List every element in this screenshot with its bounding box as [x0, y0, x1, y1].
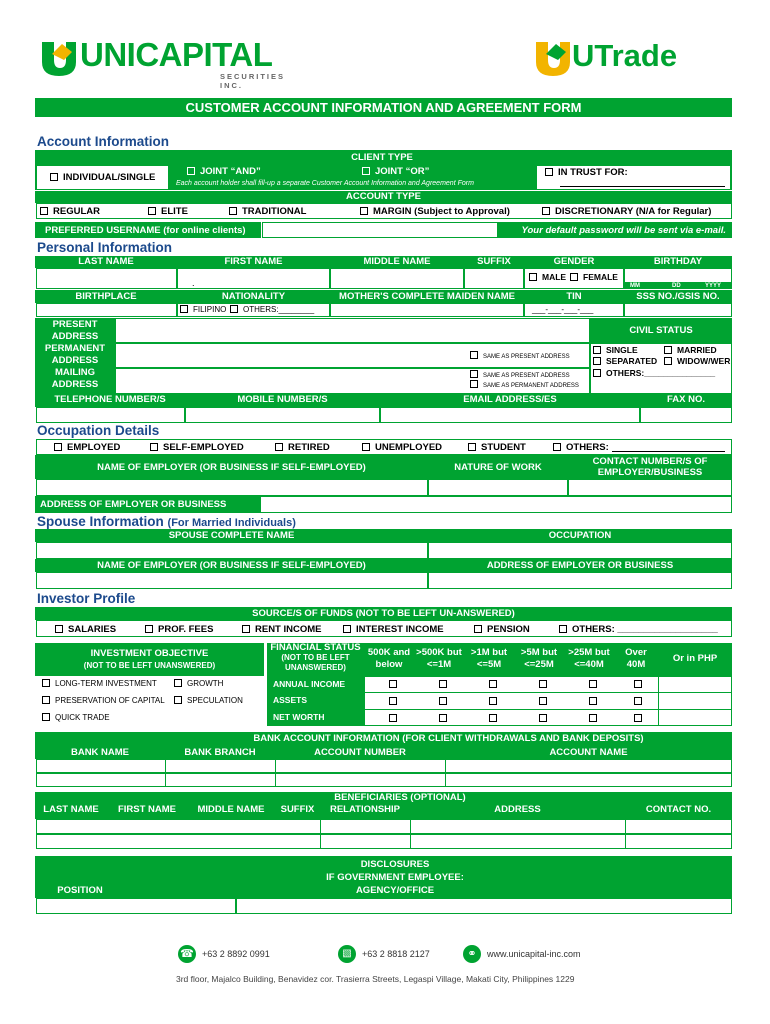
preservation-option[interactable]	[42, 696, 165, 705]
prof-fees-label: PROF. FEES	[158, 624, 214, 635]
traditional-label: TRADITIONAL	[242, 206, 307, 217]
gender-header: GENDER	[553, 256, 595, 267]
preservation-label: PRESERVATION OF CAPITAL	[55, 696, 165, 705]
ben-col-divider	[320, 819, 321, 849]
joint-or-option[interactable]	[362, 166, 429, 177]
brand-subtitle: SECURITIES INC.	[220, 72, 286, 90]
present-address-input[interactable]	[115, 318, 590, 343]
objective-header-text	[35, 648, 264, 672]
checkbox[interactable]	[593, 357, 601, 365]
unicapital-logo	[38, 36, 308, 90]
interest-income-option[interactable]	[343, 624, 444, 635]
civil-others-label: OTHERS:_______________	[606, 368, 716, 378]
checkbox[interactable]	[362, 443, 370, 451]
joint-and-label: JOINT “AND”	[200, 166, 261, 177]
bank-row-2[interactable]	[36, 773, 732, 787]
sources-header: SOURCE/S OF FUNDS (NOT TO BE LEFT UN-ANSWERED)	[252, 608, 515, 619]
range-3-b: <=5M	[476, 659, 502, 670]
nationality-others-option[interactable]	[230, 305, 314, 314]
checkbox[interactable]	[664, 357, 672, 365]
financial-status-checkbox[interactable]	[634, 714, 642, 722]
mobile-header: MOBILE NUMBER/S	[237, 394, 328, 405]
checkbox[interactable]	[545, 168, 553, 176]
financial-status-checkbox[interactable]	[539, 714, 547, 722]
fax-header: FAX NO.	[666, 394, 705, 405]
financial-status-checkbox[interactable]	[539, 680, 547, 688]
same-present-label: SAME AS PRESENT ADDRESS	[483, 354, 570, 360]
financial-grid	[364, 676, 732, 726]
website-link[interactable]: www.unicapital-inc.com	[487, 949, 581, 959]
checkbox[interactable]	[362, 167, 370, 175]
permanent-label: PERMANENT	[44, 343, 106, 354]
employer-address-label: ADDRESS OF EMPLOYER OR BUSINESS	[35, 496, 260, 513]
unemployed-option[interactable]	[362, 442, 442, 453]
financial-status-checkbox[interactable]	[489, 714, 497, 722]
account-type-label: ACCOUNT TYPE	[346, 191, 421, 202]
discretionary-label: DISCRETIONARY (N/A for Regular)	[555, 206, 712, 217]
fax-input[interactable]	[640, 407, 732, 423]
range-col-4	[514, 647, 564, 671]
salaries-label: SALARIES	[68, 624, 117, 635]
checkbox[interactable]	[470, 370, 478, 378]
financial-status-checkbox[interactable]	[634, 680, 642, 688]
self-employed-label: SELF-EMPLOYED	[163, 442, 244, 453]
financial-status-checkbox[interactable]	[489, 680, 497, 688]
spouse-name-input[interactable]	[36, 542, 428, 559]
employed-option[interactable]	[54, 442, 120, 453]
checkbox[interactable]	[664, 346, 672, 354]
checkbox[interactable]	[187, 167, 195, 175]
sources-others-option[interactable]	[559, 624, 718, 635]
fin-row-divider	[364, 692, 732, 693]
account-heading: Account Information	[37, 134, 169, 149]
beneficiaries-heading: BENEFICIARIES (OPTIONAL)	[334, 792, 466, 803]
mailing-address-label	[35, 367, 115, 391]
growth-option[interactable]	[174, 679, 223, 688]
elite-label: ELITE	[161, 206, 188, 217]
speculation-option[interactable]	[174, 696, 243, 705]
checkbox[interactable]	[593, 346, 601, 354]
nationality-others-label: OTHERS:________	[243, 305, 315, 314]
mothers-name-input[interactable]	[330, 303, 524, 317]
agency-header: AGENCY/OFFICE	[355, 885, 435, 896]
ben-last-name-header: LAST NAME	[43, 804, 99, 815]
margin-option[interactable]	[360, 206, 510, 217]
checkbox[interactable]	[42, 696, 50, 704]
individual-option[interactable]	[50, 172, 155, 183]
birthplace-header: BIRTHPLACE	[75, 291, 137, 302]
fax-icon: ▧	[338, 945, 356, 963]
checkbox[interactable]	[42, 713, 50, 721]
joint-and-option[interactable]	[187, 166, 261, 177]
ben-address-header: ADDRESS	[494, 804, 541, 815]
position-header: POSITION	[57, 885, 103, 896]
client-type-label: CLIENT TYPE	[351, 152, 413, 163]
civil-status-header: CIVIL STATUS	[590, 318, 732, 343]
objective-note: (NOT TO BE LEFT UNANSWERED)	[83, 661, 216, 670]
spouse-name-header: SPOUSE COMPLETE NAME	[168, 530, 295, 541]
spouse-title: Spouse Information	[37, 514, 164, 529]
email-header: EMAIL ADDRESS/ES	[463, 394, 557, 405]
beneficiary-row-1[interactable]	[36, 819, 732, 834]
tin-mask: ___-___-___-___	[532, 305, 594, 314]
financial-status-checkbox[interactable]	[389, 697, 397, 705]
checkbox[interactable]	[180, 305, 188, 313]
footer-web	[463, 945, 581, 963]
checkbox[interactable]	[230, 305, 238, 313]
occupation-others-label: OTHERS:	[566, 442, 609, 453]
checkbox[interactable]	[150, 443, 158, 451]
male-option[interactable]	[529, 272, 566, 282]
widow-label: WIDOW/WER	[677, 356, 731, 366]
employer-contact-input[interactable]	[568, 479, 732, 496]
financial-status-label	[267, 643, 364, 673]
last-name-header: LAST NAME	[78, 256, 134, 267]
username-input[interactable]	[262, 222, 498, 238]
pension-option[interactable]	[474, 624, 530, 635]
suffix-input[interactable]	[464, 268, 524, 289]
long-term-label: LONG-TERM INVESTMENT	[55, 679, 157, 688]
filipino-label: FILIPINO	[193, 305, 227, 314]
checkbox[interactable]	[468, 443, 476, 451]
financial-status-checkbox[interactable]	[634, 697, 642, 705]
range-5-a: >25M but	[568, 647, 610, 658]
occupation-others-option[interactable]	[553, 442, 609, 453]
employer-input[interactable]	[36, 479, 428, 496]
ben-col-divider	[625, 819, 626, 849]
unicapital-logo-icon	[38, 38, 80, 78]
retired-label: RETIRED	[288, 442, 330, 453]
account-name-header: ACCOUNT NAME	[549, 747, 628, 758]
fin-row-divider	[364, 709, 732, 710]
permanent-address-label	[35, 343, 115, 367]
filipino-option[interactable]	[180, 305, 226, 314]
checkbox[interactable]	[343, 625, 351, 633]
checkbox[interactable]	[275, 443, 283, 451]
retired-option[interactable]	[275, 442, 330, 453]
fin-status-title: FINANCIAL STATUS	[270, 642, 361, 653]
beneficiary-row-2[interactable]	[36, 834, 732, 849]
agency-input[interactable]	[236, 898, 732, 914]
financial-status-checkbox[interactable]	[589, 697, 597, 705]
spouse-employer-address-input[interactable]	[428, 572, 732, 589]
nationality-header: NATIONALITY	[221, 291, 286, 302]
checkbox[interactable]	[559, 625, 567, 633]
annual-income-label: ANNUAL INCOME	[267, 676, 364, 692]
checkbox[interactable]	[50, 173, 58, 181]
same-present-option[interactable]	[470, 351, 570, 360]
password-note: Your default password will be sent via e-mail.	[498, 222, 732, 238]
checkbox[interactable]	[360, 207, 368, 215]
range-1-b: below	[375, 659, 403, 670]
mm-label: MM	[630, 283, 640, 289]
range-2-a: >500K but	[416, 647, 462, 658]
bank-name-header: BANK NAME	[70, 747, 130, 758]
telephone-input[interactable]	[36, 407, 185, 423]
ben-col-divider	[410, 819, 411, 849]
same-permanent-label: SAME AS PERMANENT ADDRESS	[483, 383, 579, 389]
employer-header: NAME OF EMPLOYER (OR BUSINESS IF SELF-EMPLOYED)	[97, 462, 366, 473]
range-4-a: >5M but	[520, 647, 558, 658]
yyyy-label: YYYY	[705, 283, 722, 289]
elite-option[interactable]	[148, 206, 188, 217]
separated-option[interactable]	[593, 356, 657, 366]
phone-number: +63 2 8892 0991	[202, 949, 270, 959]
checkbox[interactable]	[174, 679, 182, 687]
financial-status-checkbox[interactable]	[589, 680, 597, 688]
same-present-label: SAME AS PRESENT ADDRESS	[483, 373, 570, 379]
checkbox[interactable]	[42, 679, 50, 687]
bank-col-divider	[165, 759, 166, 787]
disclosures-title	[250, 858, 540, 897]
present-address-label	[35, 319, 115, 343]
quick-trade-option[interactable]	[42, 713, 110, 722]
financial-status-checkbox[interactable]	[589, 714, 597, 722]
range-col-php: Or in PHP	[672, 653, 718, 664]
assets-label: ASSETS	[267, 692, 364, 709]
employer-address-input[interactable]	[260, 496, 732, 513]
telephone-header: TELEPHONE NUMBER/S	[54, 394, 166, 405]
student-option[interactable]	[468, 442, 526, 453]
tin-header: TIN	[566, 291, 582, 302]
bank-row-1[interactable]	[36, 759, 732, 773]
bank-branch-header: BANK BRANCH	[184, 747, 256, 758]
birthday-header: BIRTHDAY	[653, 256, 703, 267]
financial-status-checkbox[interactable]	[439, 680, 447, 688]
birthplace-input[interactable]	[36, 303, 177, 317]
spouse-subtitle: (For Married Individuals)	[167, 517, 296, 529]
fin-status-note-1: (NOT TO BE LEFT	[281, 653, 350, 662]
margin-label: MARGIN (Subject to Approval)	[373, 206, 510, 217]
quick-trade-label: QUICK TRADE	[55, 713, 110, 722]
bank-col-divider	[275, 759, 276, 787]
self-employed-option[interactable]	[150, 442, 244, 453]
regular-option[interactable]	[40, 206, 100, 217]
in-trust-option[interactable]	[545, 167, 628, 178]
civil-others-option[interactable]	[593, 368, 715, 378]
unemployed-label: UNEMPLOYED	[375, 442, 443, 453]
speculation-label: SPECULATION	[187, 696, 243, 705]
spouse-occupation-input[interactable]	[428, 542, 732, 559]
checkbox[interactable]	[542, 207, 550, 215]
joint-note: Each account holder shall fill-up a separate Customer Account Information and Agreement Form	[176, 180, 474, 187]
contact-line-2: EMPLOYER/BUSINESS	[597, 467, 703, 478]
fin-col-divider	[658, 676, 659, 726]
sources-others-label: OTHERS: ___________________	[572, 624, 718, 635]
prof-fees-option[interactable]	[145, 624, 213, 635]
spouse-employer-address-header: ADDRESS OF EMPLOYER OR BUSINESS	[486, 560, 674, 571]
growth-label: GROWTH	[187, 679, 224, 688]
range-col-5	[564, 647, 614, 671]
occupation-heading: Occupation Details	[37, 423, 160, 438]
range-col-1	[364, 647, 414, 671]
mothers-name-header: MOTHER'S COMPLETE MAIDEN NAME	[339, 291, 515, 302]
widow-option[interactable]	[664, 356, 730, 366]
single-option[interactable]	[593, 345, 638, 355]
contact-line-1: CONTACT NUMBER/S OF	[592, 456, 708, 467]
last-name-input[interactable]	[36, 268, 177, 289]
spouse-heading	[37, 514, 296, 529]
individual-label: INDIVIDUAL/SINGLE	[63, 172, 156, 183]
fax-number: +63 2 8818 2127	[362, 949, 430, 959]
rent-income-option[interactable]	[242, 624, 322, 635]
position-input[interactable]	[36, 898, 236, 914]
male-label: MALE	[542, 272, 567, 282]
fin-status-note-2: UNANSWERED)	[285, 663, 346, 672]
footer-fax	[338, 945, 430, 963]
email-input[interactable]	[380, 407, 640, 423]
in-trust-label: IN TRUST FOR:	[558, 167, 628, 178]
sss-header: SSS NO./GSIS NO.	[636, 291, 720, 302]
first-name-dot: .	[192, 278, 195, 288]
financial-status-checkbox[interactable]	[389, 714, 397, 722]
checkbox[interactable]	[55, 625, 63, 633]
nature-of-work-header: NATURE OF WORK	[454, 462, 542, 473]
first-name-input[interactable]	[177, 268, 330, 289]
footer-address: 3rd floor, Majalco Building, Benavidez cor. Trasierra Streets, Legaspi Village, Makati City, Philippines 1229	[176, 974, 575, 984]
range-6-b: 40M	[626, 659, 646, 670]
account-number-header: ACCOUNT NUMBER	[314, 747, 406, 758]
checkbox[interactable]	[529, 273, 537, 281]
middle-name-header: MIDDLE NAME	[363, 256, 431, 267]
investor-heading: Investor Profile	[37, 591, 136, 606]
range-col-2	[414, 647, 464, 671]
rent-income-label: RENT INCOME	[255, 624, 322, 635]
range-1-a: 500K and	[367, 647, 411, 658]
range-3-a: >1M but	[470, 647, 508, 658]
middle-name-input[interactable]	[330, 268, 464, 289]
employer-contact-header	[568, 456, 732, 478]
checkbox[interactable]	[145, 625, 153, 633]
salaries-option[interactable]	[55, 624, 116, 635]
financial-status-checkbox[interactable]	[389, 680, 397, 688]
globe-icon: ⚭	[463, 945, 481, 963]
mailing-same-present-option[interactable]	[470, 370, 570, 379]
phone-icon: ☎	[178, 945, 196, 963]
occupation-others-underline	[612, 451, 725, 452]
long-term-option[interactable]	[42, 679, 157, 688]
disclosures-line-2: IF GOVERNMENT EMPLOYEE:	[326, 872, 464, 883]
utrade-logo	[532, 38, 722, 80]
traditional-option[interactable]	[229, 206, 306, 217]
footer-phone	[178, 945, 270, 963]
spouse-employer-input[interactable]	[36, 572, 428, 589]
mobile-input[interactable]	[185, 407, 380, 423]
married-label: MARRIED	[677, 345, 717, 355]
financial-status-checkbox[interactable]	[539, 697, 547, 705]
checkbox[interactable]	[242, 625, 250, 633]
checkbox[interactable]	[470, 351, 478, 359]
checkbox[interactable]	[570, 273, 578, 281]
female-label: FEMALE	[583, 272, 618, 282]
suffix-header: SUFFIX	[477, 256, 511, 267]
ben-middle-name-header: MIDDLE NAME	[197, 804, 265, 815]
regular-label: REGULAR	[53, 206, 100, 217]
checkbox[interactable]	[54, 443, 62, 451]
same-permanent-option[interactable]	[470, 380, 579, 389]
married-option[interactable]	[664, 345, 717, 355]
student-label: STUDENT	[481, 442, 526, 453]
first-name-header: FIRST NAME	[224, 256, 283, 267]
checkbox[interactable]	[470, 380, 478, 388]
ben-suffix-header: SUFFIX	[280, 804, 315, 815]
in-trust-underline	[560, 186, 725, 187]
range-5-b: <=40M	[574, 659, 604, 670]
financial-status-checkbox[interactable]	[489, 697, 497, 705]
checkbox[interactable]	[40, 207, 48, 215]
range-col-6	[614, 647, 658, 671]
female-option[interactable]	[570, 272, 618, 282]
employed-label: EMPLOYED	[67, 442, 121, 453]
range-2-b: <=1M	[426, 659, 452, 670]
address-label: ADDRESS	[51, 355, 99, 366]
spouse-occupation-header: OCCUPATION	[548, 530, 612, 541]
range-4-b: <=25M	[524, 659, 554, 670]
separated-label: SEPARATED	[606, 356, 658, 366]
interest-income-label: INTEREST INCOME	[356, 624, 444, 635]
joint-or-label: JOINT “OR”	[375, 166, 430, 177]
personal-heading: Personal Information	[37, 240, 173, 255]
username-label: PREFERRED USERNAME (for online clients)	[35, 222, 261, 238]
dd-label: DD	[672, 283, 681, 289]
brand-name: UNICAPITAL	[80, 36, 273, 73]
single-label: SINGLE	[606, 345, 638, 355]
bank-heading: BANK ACCOUNT INFORMATION (FOR CLIENT WITHDRAWALS AND BANK DEPOSITS)	[253, 733, 644, 744]
bank-col-divider	[445, 759, 446, 787]
financial-status-checkbox[interactable]	[439, 714, 447, 722]
range-6-a: Over	[625, 647, 647, 658]
utrade-name: UTrade	[572, 38, 678, 73]
objective-title: INVESTMENT OBJECTIVE	[90, 648, 209, 659]
checkbox[interactable]	[229, 207, 237, 215]
checkbox[interactable]	[553, 443, 561, 451]
checkbox[interactable]	[593, 369, 601, 377]
sss-input[interactable]	[624, 303, 732, 317]
net-worth-label: NET WORTH	[267, 709, 364, 726]
form-title: CUSTOMER ACCOUNT INFORMATION AND AGREEMENT FORM	[35, 98, 732, 117]
checkbox[interactable]	[148, 207, 156, 215]
ben-first-name-header: FIRST NAME	[117, 804, 177, 815]
range-col-3	[464, 647, 514, 671]
disclosures-line-1: DISCLOSURES	[360, 859, 430, 870]
utrade-logo-icon	[532, 38, 574, 78]
checkbox[interactable]	[474, 625, 482, 633]
ben-relationship-header: RELATIONSHIP	[329, 804, 401, 815]
mailing-label: MAILING	[54, 367, 96, 378]
spouse-employer-header: NAME OF EMPLOYER (OR BUSINESS IF SELF-EMPLOYED)	[97, 560, 366, 571]
nature-of-work-input[interactable]	[428, 479, 568, 496]
address-label: ADDRESS	[51, 379, 99, 390]
pension-label: PENSION	[487, 624, 530, 635]
discretionary-option[interactable]	[542, 206, 711, 217]
ben-contact-header: CONTACT NO.	[645, 804, 712, 815]
financial-status-checkbox[interactable]	[439, 697, 447, 705]
present-label: PRESENT	[52, 319, 98, 330]
address-label: ADDRESS	[51, 331, 99, 342]
checkbox[interactable]	[174, 696, 182, 704]
